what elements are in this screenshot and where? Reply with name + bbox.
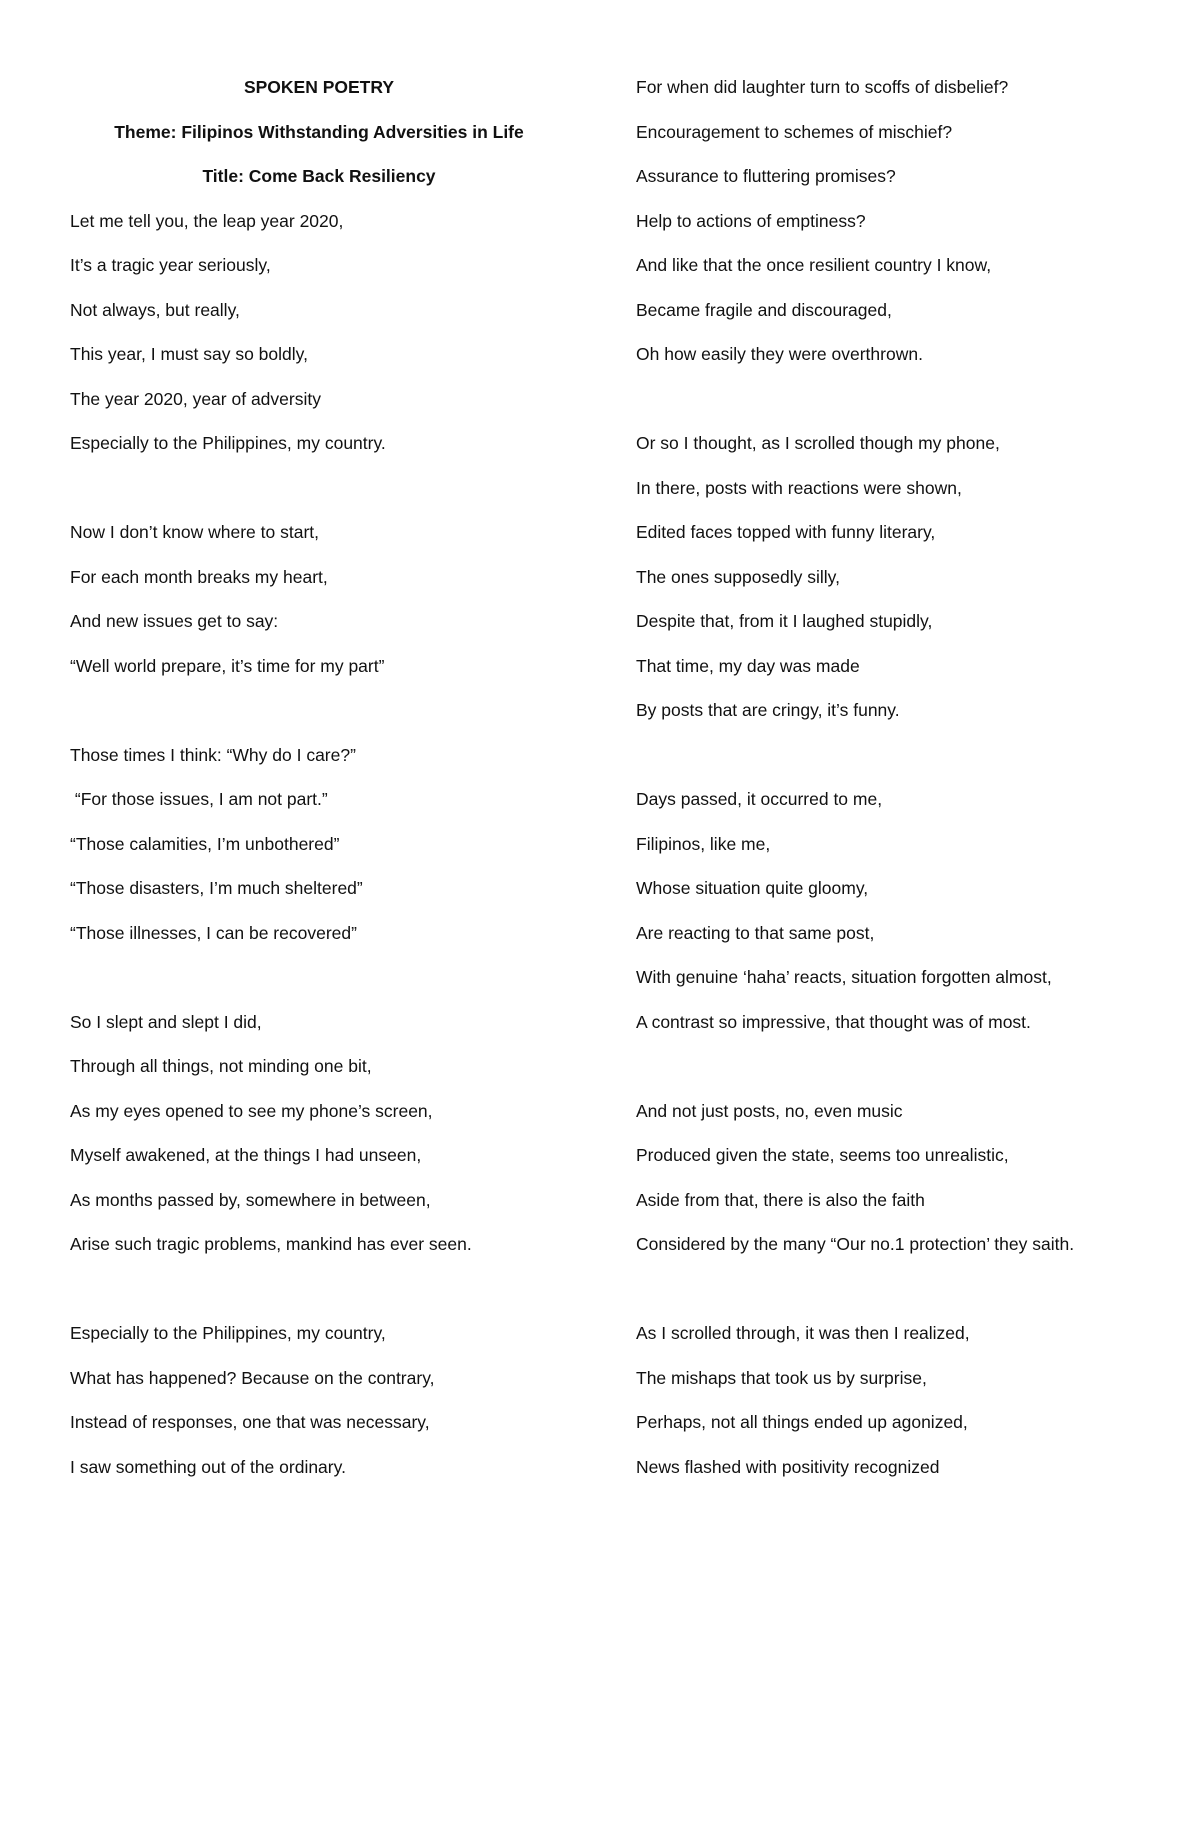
poem-line: Those times I think: “Why do I care?” <box>70 744 356 765</box>
poem-line: Let me tell you, the leap year 2020, <box>70 210 344 231</box>
right-stanza-3 <box>636 784 1136 1037</box>
poem-line: “Well world prepare, it’s time for my part” <box>70 655 385 676</box>
poem-line: Filipinos, like me, <box>636 833 771 854</box>
right-stanza-2 <box>636 428 1136 725</box>
poem-line: The year 2020, year of adversity <box>70 388 321 409</box>
poem-line: And like that the once resilient country I know, <box>636 255 992 275</box>
right-stanza-5 <box>636 1318 1136 1482</box>
left-stanza-4 <box>70 1007 540 1260</box>
stanza-gap <box>70 695 540 740</box>
poem-line: For when did laughter turn to scoffs of disbelief? <box>636 77 1009 97</box>
poem-line: With genuine ‘haha’ reacts, situation forgotten almost, <box>636 967 1052 987</box>
poem-line: In there, posts with reactions were shown, <box>636 477 962 498</box>
stanza-gap <box>636 384 1136 429</box>
poem-line: Days passed, it occurred to me, <box>636 789 883 809</box>
poem-line: As my eyes opened to see my phone’s screen, <box>70 1100 433 1121</box>
poem-line: News flashed with positivity recognized <box>636 1456 940 1477</box>
stanza-gap <box>70 1274 540 1319</box>
poem-line: Produced given the state, seems too unrealistic, <box>636 1145 1009 1165</box>
poem-line: The mishaps that took us by surprise, <box>636 1367 927 1388</box>
poem-line: What has happened? Because on the contrary, <box>70 1367 435 1388</box>
poem-line: By posts that are cringy, it’s funny. <box>636 700 900 720</box>
poem-line: Encouragement to schemes of mischief? <box>636 121 953 142</box>
poem-line: “Those calamities, I’m unbothered” <box>70 833 340 854</box>
document-title: SPOKEN POETRY <box>243 77 395 97</box>
stanza-gap <box>636 1051 1136 1096</box>
poem-line: Myself awakened, at the things I had unseen, <box>70 1145 422 1165</box>
poem-line: Edited faces topped with funny literary, <box>636 522 936 542</box>
poem-line: Aside from that, there is also the faith <box>636 1189 925 1210</box>
left-stanza-2 <box>70 517 540 681</box>
poem-line: Considered by the many “Our no.1 protection’ they saith. <box>636 1234 1075 1254</box>
poem-line: Whose situation quite gloomy, <box>636 878 869 898</box>
stanza-gap <box>70 962 540 1007</box>
poem-line: For each month breaks my heart, <box>70 566 328 587</box>
poem-line: Now I don’t know where to start, <box>70 522 319 542</box>
right-stanza-1 <box>636 72 1136 369</box>
poem-line: Especially to the Philippines, my country. <box>70 433 386 453</box>
poem-line: As I scrolled through, it was then I realized, <box>636 1323 970 1343</box>
left-stanza-5 <box>70 1318 540 1482</box>
poem-line: Assurance to fluttering promises? <box>636 166 896 186</box>
poem-line: I saw something out of the ordinary. <box>70 1456 346 1477</box>
right-column <box>636 72 1136 1496</box>
left-stanza-1 <box>70 206 540 459</box>
theme-heading: Theme: Filipinos Withstanding Adversities in Life <box>114 121 524 142</box>
poem-line: As months passed by, somewhere in between, <box>70 1189 431 1210</box>
poem-line: This year, I must say so boldly, <box>70 344 308 364</box>
poem-line: Or so I thought, as I scrolled though my phone, <box>636 433 1000 453</box>
poem-line: Are reacting to that same post, <box>636 922 875 943</box>
poem-line: “For those issues, I am not part.” <box>70 789 328 809</box>
poem-line: Despite that, from it I laughed stupidly, <box>636 611 933 631</box>
poem-line: The ones supposedly silly, <box>636 566 840 587</box>
poem-line: Became fragile and discouraged, <box>636 299 892 320</box>
poem-line: And new issues get to say: <box>70 611 279 631</box>
poem-line: Not always, but really, <box>70 299 240 320</box>
poem-line: Help to actions of emptiness? <box>636 210 866 231</box>
poem-line: Instead of responses, one that was necessary, <box>70 1412 430 1432</box>
stanza-gap <box>70 473 540 518</box>
poem-line: Arise such tragic problems, mankind has ever seen. <box>70 1234 472 1254</box>
poem-line: “Those illnesses, I can be recovered” <box>70 922 357 943</box>
left-column <box>70 72 540 1496</box>
poem-line: It’s a tragic year seriously, <box>70 255 271 275</box>
poem-line: That time, my day was made <box>636 655 860 676</box>
poem-line: Oh how easily they were overthrown. <box>636 344 923 364</box>
left-stanza-3 <box>70 740 540 948</box>
poem-line: And not just posts, no, even music <box>636 1100 903 1121</box>
poem-line: “Those disasters, I’m much sheltered” <box>70 878 363 898</box>
poem-line: Perhaps, not all things ended up agonized, <box>636 1412 968 1432</box>
poem-title-heading: Title: Come Back Resiliency <box>202 166 436 186</box>
stanza-gap <box>636 1274 1136 1319</box>
poem-line: Through all things, not minding one bit, <box>70 1056 372 1076</box>
poem-line: Especially to the Philippines, my country, <box>70 1323 386 1343</box>
stanza-gap <box>636 740 1136 785</box>
right-stanza-4 <box>636 1096 1136 1260</box>
poem-line: A contrast so impressive, that thought was of most. <box>636 1011 1031 1032</box>
poem-line: So I slept and slept I did, <box>70 1011 262 1032</box>
